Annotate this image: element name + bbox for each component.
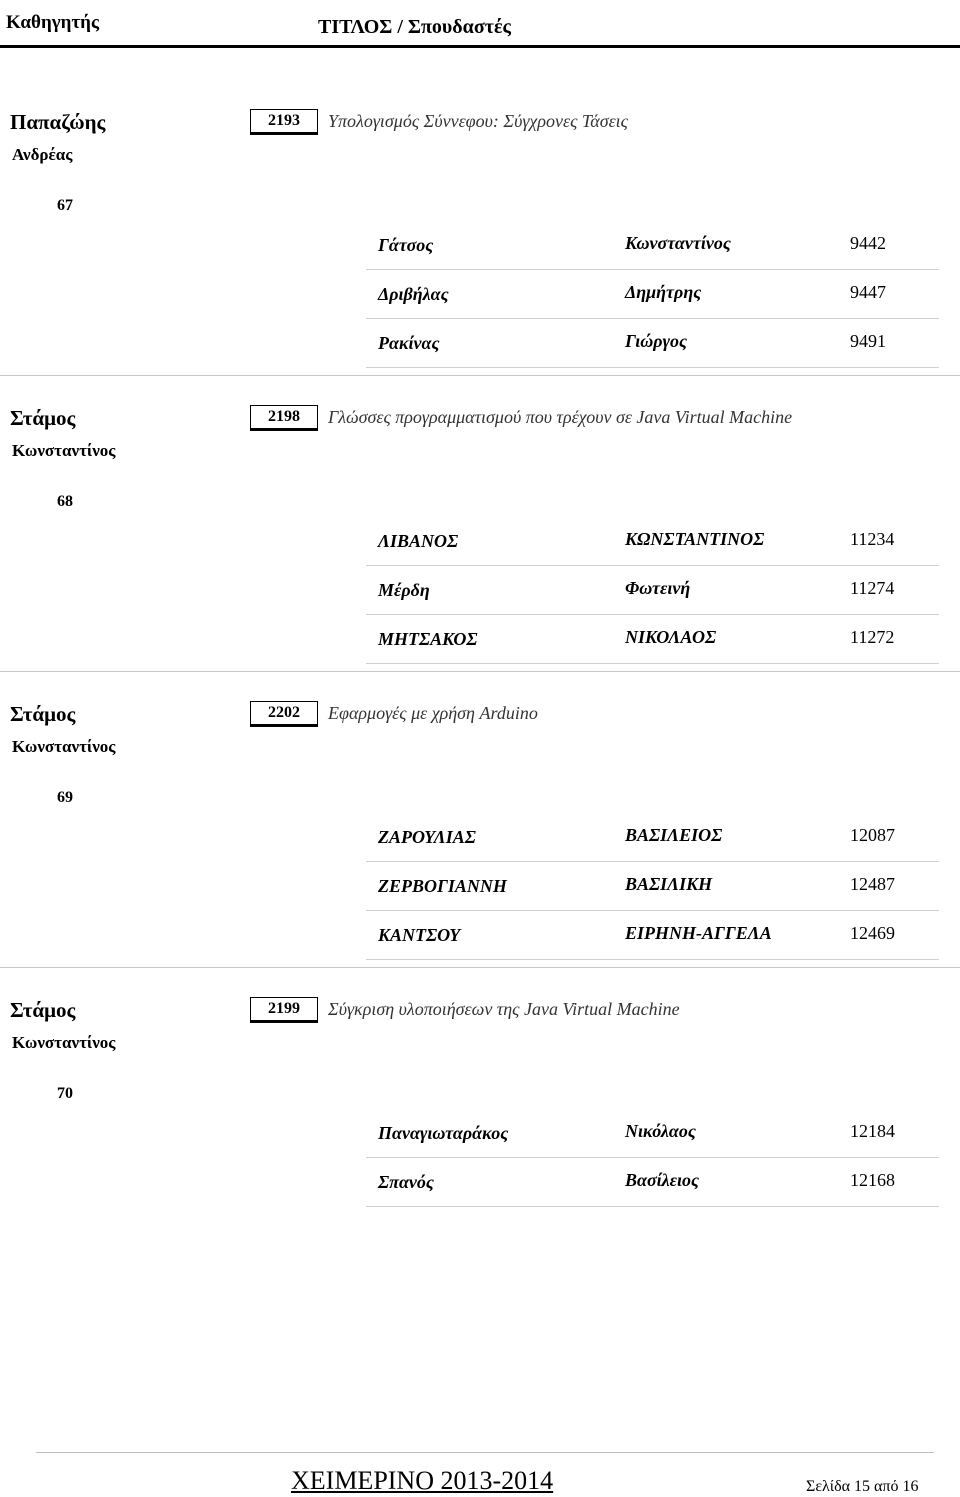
professor-last-name: Στάμος	[10, 998, 76, 1022]
thesis-section	[0, 406, 960, 696]
student-row	[366, 566, 939, 615]
student-row	[366, 813, 939, 862]
footer-divider	[36, 1452, 934, 1453]
student-id: 12168	[850, 1170, 895, 1190]
student-first-name: Νικόλαος	[625, 1121, 696, 1141]
student-first-name: ΒΑΣΙΛΙΚΗ	[625, 874, 713, 894]
thesis-title: Σύγκριση υλοποιήσεων της Java Virtual Machine	[328, 999, 680, 1019]
student-row	[366, 221, 939, 270]
student-row	[366, 1158, 939, 1207]
student-last-name: Δριβήλας	[378, 284, 449, 304]
thesis-title: Υπολογισμός Σύννεφου: Σύγχρονες Τάσεις	[328, 111, 628, 131]
student-row	[366, 1109, 939, 1158]
student-last-name: Παναγιωταράκος	[378, 1123, 509, 1143]
section-divider	[0, 671, 960, 672]
thesis-section	[0, 998, 960, 1288]
student-row	[366, 862, 939, 911]
student-id: 12487	[850, 874, 895, 894]
thesis-code: 2199	[250, 997, 318, 1023]
thesis-code: 2198	[250, 405, 318, 431]
thesis-title: Γλώσσες προγραμματισμού που τρέχουν σε Java Virtual Machine	[328, 407, 793, 427]
student-id: 9442	[850, 233, 886, 253]
student-id: 12184	[850, 1121, 895, 1141]
student-first-name: ΚΩΝΣΤΑΝΤΙΝΟΣ	[625, 529, 765, 549]
student-first-name: Φωτεινή	[625, 578, 691, 598]
student-last-name: Σπανός	[378, 1172, 434, 1192]
student-last-name: ΛΙΒΑΝΟΣ	[378, 531, 459, 551]
professor-first-name: Κωνσταντίνος	[12, 1033, 116, 1052]
thesis-title: Εφαρμογές με χρήση Arduino	[328, 703, 538, 723]
student-last-name: Μέρδη	[378, 580, 430, 600]
student-first-name: Κωνσταντίνος	[625, 233, 731, 253]
sequence-number: 67	[57, 197, 73, 214]
student-row	[366, 517, 939, 566]
header-divider	[0, 45, 960, 48]
professor-column-label: Καθηγητής	[6, 12, 99, 33]
student-row	[366, 270, 939, 319]
student-id: 9447	[850, 282, 886, 302]
section-divider	[0, 967, 960, 968]
student-first-name: Δημήτρης	[625, 282, 702, 302]
thesis-section	[0, 110, 960, 400]
student-id: 9491	[850, 331, 886, 351]
student-first-name: ΒΑΣΙΛΕΙΟΣ	[625, 825, 723, 845]
student-id: 11234	[850, 529, 895, 549]
student-last-name: ΖΑΡΟΥΛΙΑΣ	[378, 827, 476, 847]
sequence-number: 69	[57, 789, 73, 806]
student-first-name: Γιώργος	[625, 331, 688, 351]
student-first-name: Βασίλειος	[625, 1170, 700, 1190]
professor-last-name: Στάμος	[10, 702, 76, 726]
page-title: ΤΙΤΛΟΣ / Σπουδαστές	[318, 16, 511, 38]
professor-last-name: Παπαζώης	[10, 110, 106, 134]
student-first-name: ΕΙΡΗΝΗ-ΑΓΓΕΛΑ	[625, 923, 772, 943]
thesis-code: 2202	[250, 701, 318, 727]
professor-last-name: Στάμος	[10, 406, 76, 430]
student-last-name: Γάτσος	[378, 235, 434, 255]
student-id: 12087	[850, 825, 895, 845]
student-last-name: ΜΗΤΣΑΚΟΣ	[378, 629, 478, 649]
sequence-number: 68	[57, 493, 73, 510]
student-id: 11274	[850, 578, 895, 598]
professor-first-name: Κωνσταντίνος	[12, 441, 116, 460]
section-divider	[0, 375, 960, 376]
student-last-name: ΖΕΡΒΟΓΙΑΝΝΗ	[378, 876, 507, 896]
thesis-section	[0, 702, 960, 992]
sequence-number: 70	[57, 1085, 73, 1102]
page-number: Σελίδα 15 από 16	[806, 1478, 919, 1495]
thesis-code: 2193	[250, 109, 318, 135]
student-id: 11272	[850, 627, 895, 647]
student-row	[366, 911, 939, 960]
student-row	[366, 615, 939, 664]
student-last-name: ΚΑΝΤΣΟΥ	[378, 925, 461, 945]
student-last-name: Ρακίνας	[378, 333, 440, 353]
professor-first-name: Κωνσταντίνος	[12, 737, 116, 756]
student-first-name: ΝΙΚΟΛΑΟΣ	[625, 627, 717, 647]
professor-first-name: Ανδρέας	[12, 145, 73, 164]
student-row	[366, 319, 939, 368]
semester-label: ΧΕΙΜΕΡΙΝΟ 2013-2014	[291, 1466, 554, 1495]
student-id: 12469	[850, 923, 895, 943]
